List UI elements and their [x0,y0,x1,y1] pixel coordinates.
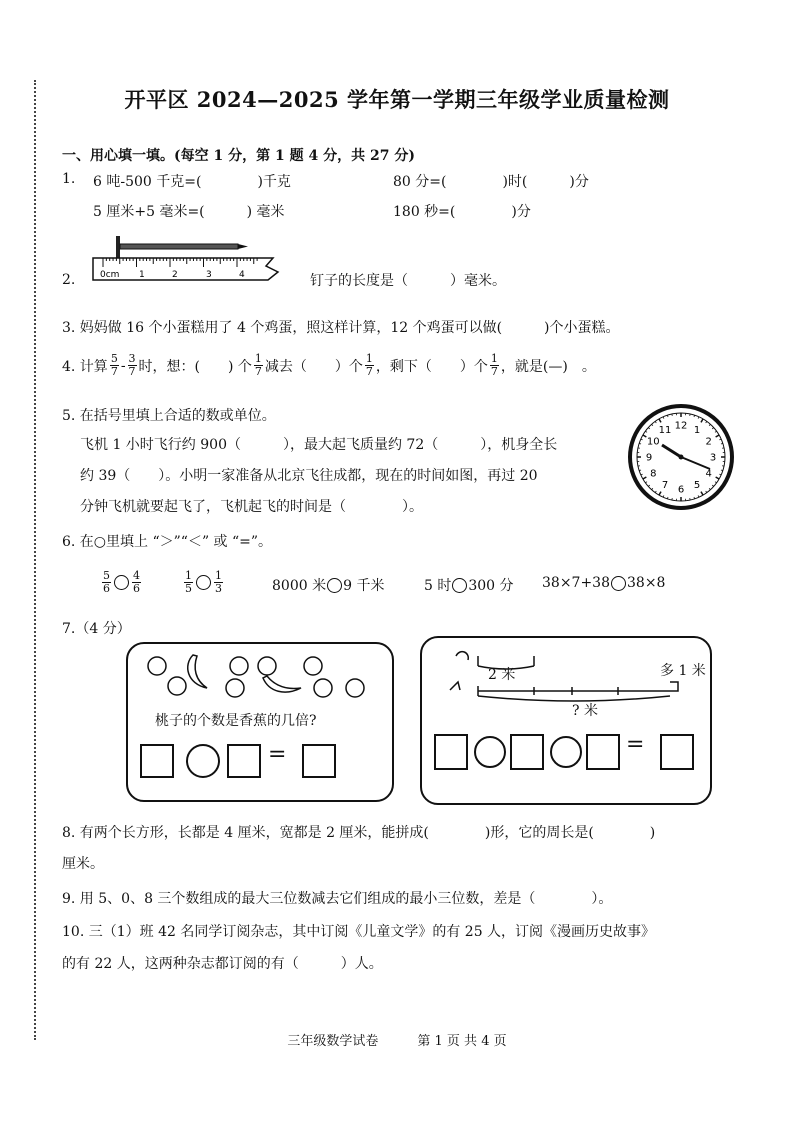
answer-box[interactable] [140,744,174,778]
q10-line2: 的有 22 人，这两种杂志都订阅的有（ ）人。 [62,956,383,972]
answer-box[interactable] [586,734,620,770]
q1-item-b: 80 分=( )时( )分 [393,174,589,190]
extra-bracket [670,682,678,691]
bird-icon [450,682,460,690]
binding-margin-line [34,80,36,1040]
q6-compare-c: 8000 米 9 千米 [272,578,385,594]
segment-label: 2 米 [488,667,516,683]
q3-text: 3. 妈妈做 16 个小蛋糕用了 4 个鸡蛋，照这样计算，12 个鸡蛋可以做( )个小蛋糕。 [62,320,620,336]
answer-circle[interactable] [474,736,506,768]
compare-circle [114,575,129,590]
answer-box[interactable] [510,734,544,770]
peach-icon [226,679,244,697]
peach-icon [168,677,186,695]
clock-number: 8 [650,468,657,480]
clock-number: 1 [693,424,701,436]
page-title: 开平区 2024—2025 学年第一学期三年级学业质量检测 [124,87,670,112]
ruler-label: 2 [172,270,178,280]
q5-line3: 约 39（ ）。小明一家准备从北京飞往成都，现在的时间如图，再过 20 [80,468,538,484]
clock-figure [626,402,736,512]
q6-compare-b: $\frac{1}{5}$ $\frac{1}{3}$ [185,569,222,595]
fraction: $\frac{1}{7}$ [365,352,373,378]
clock-number: 2 [705,436,712,448]
fraction: $\frac{1}{7}$ [490,352,498,378]
question-number: 1. [62,171,76,187]
ruler-body [93,258,278,280]
clock-number: 3 [709,452,717,464]
peach-icon [304,657,322,675]
answer-box[interactable] [227,744,261,778]
ruler-label: 4 [239,270,245,280]
more-label: 多 1 米 [660,663,706,679]
nail-head [116,236,120,258]
fraction: $\frac{5}{7}$ [110,352,118,378]
q4-line: 4. 计算 $\frac{5}{7}$ - $\frac{3}{7}$ 时，想：( ) 个 $\frac{1}{7}$ 减去（ ）个 $\frac{1}{7}$ ，剩下（ ）个 $\frac{1}{7}$ ，就是(—) 。 [62,352,596,378]
q5-line1: 5. 在括号里填上合适的数或单位。 [62,408,276,424]
q1-item-d: 180 秒=( )分 [393,204,531,220]
q7-label: 7.（4 分） [62,621,131,637]
answer-box[interactable] [660,734,694,770]
compare-circle [611,576,626,591]
bird-icon [456,652,468,660]
banana-icon [188,655,207,688]
answer-box[interactable] [434,734,468,770]
q6-line1: 6. 在○里填上 “＞”“＜” 或 “=”。 [62,534,273,550]
compare-circle [196,575,211,590]
compare-circle [327,578,342,593]
page-footer: 三年级数学试卷 第 1 页 共 4 页 [287,1034,507,1049]
segment-diagram [440,646,700,726]
banana-icon [263,676,301,692]
q2-text: 钉子的长度是（ ）毫米。 [310,273,506,289]
nail-tip [238,244,248,249]
clock-number: 6 [677,484,685,496]
ruler-label: 0cm [100,270,120,280]
clock-number: 10 [646,436,660,448]
ruler-label: 3 [206,270,212,280]
q6-compare-a: $\frac{5}{6}$ $\frac{4}{6}$ [103,569,140,595]
q6-compare-e: 38×7+38 38×8 [542,575,666,591]
q5-line2: 飞机 1 小时飞行约 900（ ），最大起飞质量约 72（ ），机身全长 [80,437,558,453]
q7-left-question: 桃子的个数是香蕉的几倍? [155,713,317,729]
ruler-nail-figure [88,232,288,288]
q8-line2: 厘米。 [62,856,104,872]
clock-number: 9 [645,452,653,464]
clock-number: 11 [658,424,672,436]
answer-circle[interactable] [186,744,220,778]
clock-number: 5 [693,480,701,492]
answer-box[interactable] [302,744,336,778]
section-heading: 一、用心填一填。(每空 1 分，第 1 题 4 分，共 27 分) [62,148,415,164]
question-number: 2. [62,272,76,288]
peach-icon [148,657,166,675]
equals-sign: = [268,742,287,767]
fruit-illustration [135,650,385,700]
answer-circle[interactable] [550,736,582,768]
peach-icon [346,679,364,697]
fraction: $\frac{1}{7}$ [254,352,262,378]
q9-text: 9. 用 5、0、8 三个数组成的最大三位数减去它们组成的最小三位数，差是（ ）。 [62,891,613,907]
clock-number: 12 [674,420,688,432]
total-label: ? 米 [572,703,598,719]
q1-item-c: 5 厘米+5 毫米=( ) 毫米 [93,204,285,220]
q6-compare-d: 5 时 300 分 [424,578,514,594]
peach-icon [230,657,248,675]
peach-icon [258,657,276,675]
clock-number: 4 [705,468,712,480]
clock-center [679,455,684,460]
compare-circle [452,578,467,593]
q8-line1: 8. 有两个长方形，长都是 4 厘米，宽都是 2 厘米，能拼成( )形，它的周长是( ) [62,825,656,841]
ruler-label: 1 [139,270,145,280]
q10-line1: 10. 三（1）班 42 名同学订阅杂志，其中订阅《儿童文学》的有 25 人，订阅《漫画历史故事》 [62,924,656,940]
equals-sign: = [626,732,645,757]
q1-item-a: 6 吨-500 千克=( )千克 [93,174,291,190]
nail-shaft [120,244,238,249]
fraction: $\frac{3}{7}$ [128,352,136,378]
peach-icon [314,679,332,697]
clock-number: 7 [661,480,669,492]
q5-line4: 分钟飞机就要起飞了，飞机起飞的时间是（ ）。 [80,499,423,515]
